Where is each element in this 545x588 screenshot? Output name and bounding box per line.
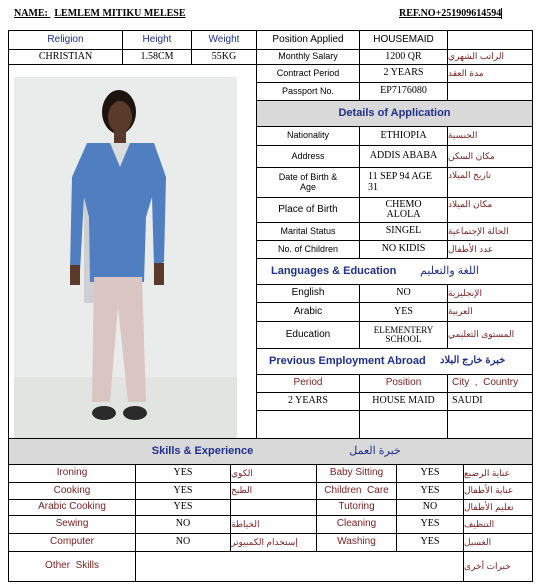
skills-experience-arabic: خبرة العمل [349,444,401,457]
children-value: NO KIDIS [381,243,426,255]
religion-label: Religion [47,33,84,45]
address-label: Address [291,150,325,161]
arabic-label: Arabic [293,305,323,317]
nationality-arabic: الجنسية [448,130,478,141]
languages-education-arabic: اللغة والتعليم [420,264,479,277]
marital-status-label: Marital Status [280,225,336,236]
weight-label: Weight [208,33,240,45]
monthly-salary-label: Monthly Salary [278,51,338,62]
skill-arabic-cooking-value: YES [173,501,193,513]
ref-line [399,8,529,22]
skill-cooking-label: Cooking [53,484,91,496]
height-label: Height [142,33,172,45]
place-of-birth-value: CHEMO ALOLA [385,198,422,220]
date-of-birth-arabic: تاريخ الميلاد [448,170,491,180]
monthly-salary-value: 1200 QR [385,50,422,62]
skill-ironing-label: Ironing [56,467,88,479]
skill-cleaning-arabic: التنظيف [464,518,495,529]
skill-cleaning-value: YES [420,518,440,530]
previous-employment-arabic: خبرة خارج البلاد [440,355,506,367]
nationality-value: ETHIOPIA [380,129,427,141]
other-skills-value [136,552,463,581]
skill-sewing-label: Sewing [55,518,89,530]
skill-children-care-arabic: عناية الأطفال [464,485,514,496]
religion-value: CHRISTIAN [38,50,93,62]
date-of-birth-value: 11 SEP 94 AGE 31 [368,171,432,193]
applicant-photo [14,77,237,438]
skill-cooking-arabic: الطبخ [231,485,253,496]
education-arabic: المستوى التعليمي [448,329,515,340]
skill-computer-value: NO [175,536,191,548]
skill-baby-sitting-arabic: عناية الرضيع [464,467,511,478]
children-label: No. of Children [277,243,339,254]
ref-label: REF.NO [399,8,436,19]
passport-label: Passport No. [281,85,335,96]
skill-ironing-value: YES [173,467,193,479]
education-value: ELEMENTERY SCHOOL [373,324,434,344]
contract-period-label: Contract Period [276,67,340,78]
skill-washing-label: Washing [337,536,376,548]
skill-children-care-label: Children Care [324,484,389,496]
employment-period-header: Period [293,377,323,389]
marital-status-arabic: الحالة الإجتماعية [448,225,509,236]
other-skills-label: Other Skills [45,560,99,572]
skill-tutoring-arabic: تعليم الأطفال [464,501,514,512]
skill-computer-arabic: إستخدام الكمبيوتر [231,536,298,547]
weight-value: 55KG [211,50,237,62]
skill-cooking-value: YES [173,484,193,496]
employment-city-country-header: City , Country [452,377,519,389]
applicant-name: LEMLEM MITIKU MELESE [54,8,186,19]
children-arabic: عدد الأطفال [448,243,494,254]
education-label: Education [285,328,331,340]
previous-employment-header: Previous Employment Abroad [269,354,426,367]
skill-cleaning-label: Cleaning [336,518,377,530]
languages-education-header: Languages & Education [271,264,397,277]
arabic-arabic: العربية [448,306,473,317]
name-line [14,8,274,22]
details-of-application-header: Details of Application [257,101,532,126]
contract-period-value: 2 YEARS [383,67,424,79]
skill-baby-sitting-value: YES [420,467,440,479]
skill-washing-value: YES [420,536,440,548]
marital-status-value: SINGEL [385,225,422,237]
skill-sewing-arabic: الخياطة [231,518,260,529]
position-applied-value: HOUSEMAID [373,33,434,45]
skills-experience-header: Skills & Experience [151,444,254,457]
contract-period-arabic: مدة العقد [448,67,484,78]
place-of-birth-label: Place of Birth [278,203,338,215]
skill-tutoring-value: NO [422,501,438,513]
position-applied-label: Position Applied [272,33,344,45]
employment-country-value: SAUDI [452,395,483,407]
address-value: ADDIS ABABA [369,150,438,162]
english-label: English [291,287,325,299]
passport-value: EP7176080 [380,85,427,97]
arabic-value: YES [394,305,413,317]
address-arabic: مكان السكن [448,150,495,161]
skill-tutoring-label: Tutoring [338,501,375,513]
employment-position-value: HOUSE MAID [372,395,435,407]
place-of-birth-arabic: مكان الميلاد [448,199,493,209]
skill-sewing-value: NO [175,518,191,530]
english-value: NO [396,287,411,299]
skill-ironing-arabic: الكوي [231,467,253,478]
ref-number: +251909614594 [435,8,502,19]
employment-period-value: 2 YEARS [288,395,328,407]
skill-washing-arabic: الغسيل [464,536,492,547]
height-value: 1.58CM [140,50,174,62]
skill-baby-sitting-label: Baby Sitting [329,467,384,479]
monthly-salary-arabic: الراتب الشهري [448,51,504,62]
english-arabic: الإنجليزية [448,287,482,298]
skill-computer-label: Computer [50,536,94,548]
skill-arabic-cooking-label: Arabic Cooking [38,501,106,513]
date-of-birth-label: Date of Birth & Age [278,172,338,192]
nationality-label: Nationality [286,130,330,141]
other-skills-arabic: خبرات أخرى [464,560,511,571]
name-label: NAME: [14,8,48,19]
employment-position-header: Position [385,377,422,389]
skill-children-care-value: YES [420,484,440,496]
